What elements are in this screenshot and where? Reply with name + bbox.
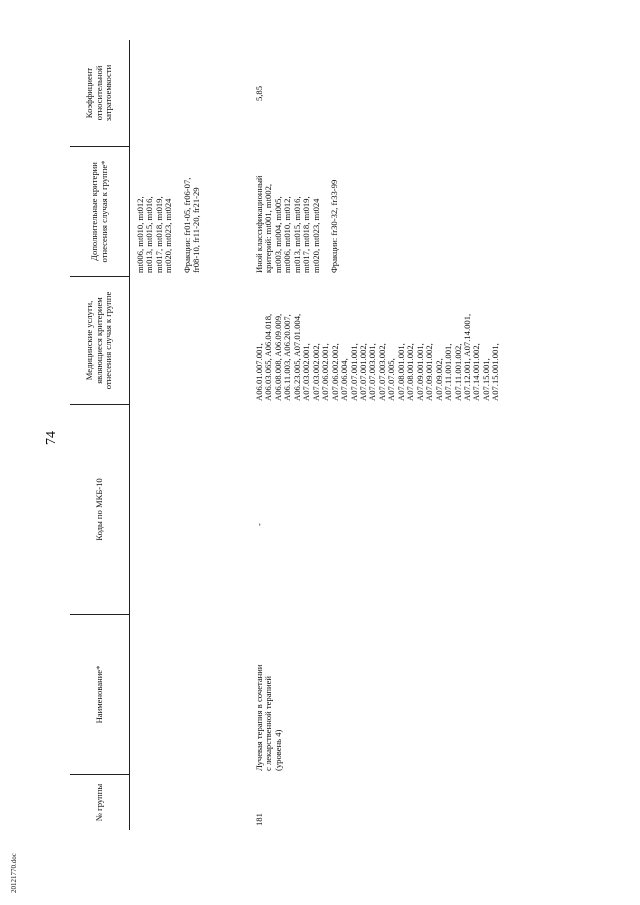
header-medical-services: Медицинские услуги, являющиеся критерием отнесения случая к группе <box>70 277 129 405</box>
continued-fractions-line: Фракции: fr01-05, fr06-07, <box>181 177 192 273</box>
header-name: Наименование* <box>70 615 129 775</box>
column-divider <box>70 276 129 277</box>
row-181-number: 181 <box>254 813 264 826</box>
table-header <box>70 40 130 830</box>
page-number: 74 <box>44 431 59 445</box>
header-cost-coefficient: Коэффициент относительной затратоемкости <box>70 40 129 147</box>
footer-filename: 20121770.doc <box>10 853 18 893</box>
row-181-fractions: Фракции: fr30-32, fr33-99 <box>329 179 340 273</box>
row-181-additional-criteria: Иной классификационный критерий: mt001, mt002, mt003, mt004, mt005, mt006, mt010, mt012, mt013, mt015, mt016, mt017, mt018, mt019, mt020, mt023, mt024 Фракции: fr30-32, fr33-99 <box>255 147 340 277</box>
header-icd-codes: Коды по МКБ-10 <box>70 405 129 615</box>
services-table <box>70 40 570 830</box>
header-group-number: № группы <box>93 783 104 822</box>
continued-fractions-line: fr08-10, fr11-20, fr21-29 <box>191 187 202 273</box>
row-181-medical-services: A06.01.007.001, A06.03.065, A06.04.018, A06.08.008, A06.09.009, A06.11.003, A06.20.007, A06.23.005, A07.01.004, A07.03.002.001, A07.03.002.002, A07.06.002.001, A07.06.002.002, A07.06.004, A07.07.001.001, A07.07.001.002, A07.07.003.001, A07.07.003.002, A07.07.005, A07.08.001.001, A07.08.001.002, A07.09.001.001, A07.09.001.002, A07.09.002, A07.11.001.001, A07.11.001.002, A07.12.001, A07.14.001, A07.14.001.002, A07.15.001, A07.15.001.001, <box>254 313 501 401</box>
row-181-icd-codes: - <box>254 523 264 526</box>
row-181-name: Лучевая терапия в сочетании с лекарственной терапией (уровень 4) <box>254 664 283 771</box>
continued-criteria: mt006, mt010, mt012, mt013, mt015, mt016, mt017, mt018, mt019, mt020, mt023, mt024 Фракции: fr01-05, fr06-07, fr08-10, fr11-20, fr21-29 <box>136 147 202 277</box>
header-additional-criteria: Дополнительные критерии отнесения случая к группе* <box>70 147 129 277</box>
row-181-cost-coefficient: 5,85 <box>254 85 264 102</box>
